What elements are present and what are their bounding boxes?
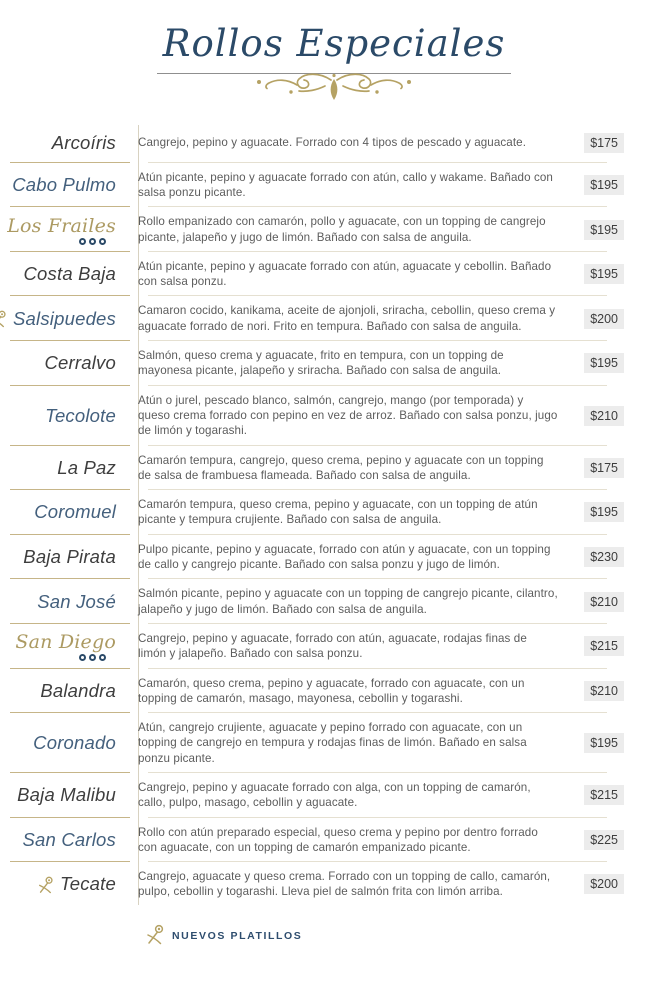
dish-name-cell (10, 501, 128, 523)
dish-name: Los Frailes (7, 214, 116, 237)
dish-price-cell (584, 502, 624, 522)
menu-item-row (10, 490, 624, 535)
dish-name: Coromuel (34, 501, 116, 523)
dish-description: Camarón, queso crema, pepino y aguacate, forrado con aguacate, con un topping de camarón, masago, mayonesa, cebollin y togarashi. (138, 676, 525, 705)
menu-item-row (10, 773, 624, 818)
dish-description: Salmón, queso crema y aguacate, frito en tempura, con un topping de mayonesa picante, jalapeño y sriracha. Bañado con salsa de anguila. (138, 349, 504, 378)
new-dish-icon (146, 923, 166, 950)
menu-item-row (10, 341, 624, 386)
dish-price: $215 (584, 636, 624, 656)
dish-price: $225 (584, 830, 624, 850)
dish-description: Cangrejo, pepino y aguacate, forrado con atún, aguacate, rodajas finas de limón y jalapeño. Bañado con salsa ponzu. (138, 631, 527, 661)
dish-price-cell (584, 458, 624, 478)
dish-name-cell (10, 174, 128, 196)
dish-name-cell (10, 732, 128, 754)
dish-description: Camaron cocido, kanikama, aceite de ajonjoli, sriracha, cebollin, queso crema y aguacate forrado de nori. Frito en tempura. Bañado con salsa de anguila. (138, 304, 556, 333)
dish-price-cell (584, 785, 624, 805)
dish-price: $210 (584, 681, 624, 701)
dish-price: $195 (584, 175, 624, 195)
menu-item-row (10, 123, 624, 163)
dish-name-cell (10, 784, 128, 806)
menu-item-row (10, 535, 624, 580)
dish-description: Cangrejo, pepino y aguacate. Forrado con 4 tipos de pescado y aguacate. (138, 136, 527, 150)
dish-price-cell (584, 220, 624, 240)
dish-description: Atún picante, pepino y aguacate forrado con atún, callo y wakame. Bañado con salsa ponzu picante. (138, 170, 553, 199)
dish-name-cell (10, 308, 128, 330)
dish-price: $200 (584, 309, 624, 329)
menu-item-row (10, 386, 624, 446)
dish-price: $195 (584, 220, 624, 240)
dish-description: Salmón picante, pepino y aguacate con un topping de cangrejo picante, cilantro, jalapeño y jugo de limón. Bañado con salsa de anguila. (138, 587, 558, 616)
dish-description: Pulpo picante, pepino y aguacate, forrado con atún y aguacate, con un topping de callo y cangrejo picante. Bañado con salsa ponzu y jugo de limón. (138, 542, 551, 572)
dish-price: $210 (584, 592, 624, 612)
dish-price: $195 (584, 502, 624, 522)
dish-name-cell (7, 214, 128, 245)
menu-list (7, 123, 624, 907)
dish-name: Tecate (59, 873, 116, 895)
dish-price: $175 (584, 458, 624, 478)
dish-price-cell (584, 175, 624, 195)
menu-item-row (10, 713, 624, 773)
dish-name: Costa Baja (23, 263, 116, 285)
dish-name: San Carlos (22, 828, 116, 850)
dish-name: Baja Malibu (17, 784, 116, 806)
menu-header (0, 24, 668, 109)
dish-name-cell (10, 631, 128, 661)
dish-name: Baja Pirata (23, 546, 116, 568)
dish-price-cell (584, 592, 624, 612)
legend-label: NUEVOS PLATILLOS (172, 930, 303, 943)
dish-price: $195 (584, 264, 624, 284)
menu-item-row (10, 818, 624, 863)
dish-description: Camarón tempura, queso crema, pepino y aguacate, con un topping de atún picante y tempura crujiente. Bañado con salsa de anguila. (138, 498, 538, 527)
dish-description: Atún picante, pepino y aguacate forrado con atún, aguacate y cebollin. Bañado con salsa ponzu. (138, 259, 552, 289)
new-dish-icon (0, 309, 8, 328)
dish-name-cell (10, 263, 128, 285)
new-dish-icon (38, 875, 55, 894)
dish-name-cell (10, 352, 128, 374)
dish-name: Cerralvo (44, 352, 116, 374)
dish-description: Cangrejo, aguacate y queso crema. Forrado con un topping de callo, camarón, pulpo, cebollin y togarashi. Lleva piel de salmón frita con limón arriba. (138, 870, 551, 899)
menu-item-row (10, 446, 624, 491)
page-title: Rollos Especiales (157, 24, 512, 74)
dish-description: Rollo con atún preparado especial, queso crema y pepino por dentro forrado con aguacate, con un topping de camarón empanizado picante. (138, 825, 538, 854)
dish-price-cell (584, 406, 624, 426)
dish-description: Camarón tempura, cangrejo, queso crema, pepino y aguacate con un topping de salsa de frambuesa flameada. Bañado con salsa de anguila. (138, 453, 544, 482)
menu-item-row (10, 862, 624, 907)
dish-name: La Paz (57, 456, 116, 478)
dish-name: San José (37, 590, 116, 612)
dish-description: Atún o jurel, pescado blanco, salmón, cangrejo, mango (por temporada) y queso crema forrado con pepino en vez de arroz. Bañado con salsa ponzu, jugo de limón y togarashi. (138, 393, 558, 438)
dish-price-cell (584, 681, 624, 701)
dish-name-cell (10, 457, 128, 479)
dish-price: $195 (584, 733, 624, 753)
dish-name: Tecolote (45, 404, 116, 426)
dish-price-cell (584, 264, 624, 284)
dish-name-cell (10, 591, 128, 613)
dish-name: Arcoíris (51, 131, 116, 153)
dish-name: San Diego (15, 631, 116, 654)
menu-item-row (10, 296, 624, 341)
dish-price: $200 (584, 874, 624, 894)
dish-price-cell (584, 353, 624, 373)
ooo-marker (79, 238, 106, 245)
dish-price: $195 (584, 353, 624, 373)
dish-name: Cabo Pulmo (12, 173, 116, 195)
dish-name-cell (10, 546, 128, 568)
menu-item-row (10, 624, 624, 669)
dish-name: Salsipuedes (13, 307, 116, 329)
menu-item-row (10, 163, 624, 208)
dish-price-cell (584, 830, 624, 850)
dish-price: $215 (584, 785, 624, 805)
dish-name: Balandra (40, 679, 116, 701)
dish-price-cell (584, 636, 624, 656)
dish-price-cell (584, 547, 624, 567)
dish-price-cell (584, 733, 624, 753)
dish-price-cell (584, 133, 624, 153)
dish-description: Atún, cangrejo crujiente, aguacate y pepino forrado con aguacate, con un topping de cangrejo en tempura y rodajas finas de limón. Bañado en salsa ponzu picante. (138, 721, 527, 765)
dish-name: Coronado (33, 732, 116, 754)
menu-item-row (7, 207, 624, 252)
new-dishes-legend (146, 923, 668, 950)
dish-name-cell (10, 132, 128, 154)
ooo-marker (79, 654, 106, 661)
dish-description: Cangrejo, pepino y aguacate forrado con alga, con un topping de camarón, callo, pulpo, masago, cebollin y aguacate. (138, 781, 531, 810)
dish-name-cell (10, 829, 128, 851)
menu-item-row (10, 579, 624, 624)
ornament-flourish (0, 70, 668, 109)
dish-name-cell (10, 873, 128, 895)
dish-price: $210 (584, 406, 624, 426)
menu-item-row (10, 252, 624, 297)
dish-price-cell (584, 309, 624, 329)
dish-price: $230 (584, 547, 624, 567)
dish-price: $175 (584, 133, 624, 153)
dish-name-cell (10, 680, 128, 702)
menu-item-row (10, 669, 624, 714)
dish-description: Rollo empanizado con camarón, pollo y aguacate, con un topping de cangrejo picante, jalapeño y jugo de limón. Bañado con salsa de anguila. (138, 215, 546, 244)
dish-name-cell (10, 405, 128, 427)
dish-price-cell (584, 874, 624, 894)
